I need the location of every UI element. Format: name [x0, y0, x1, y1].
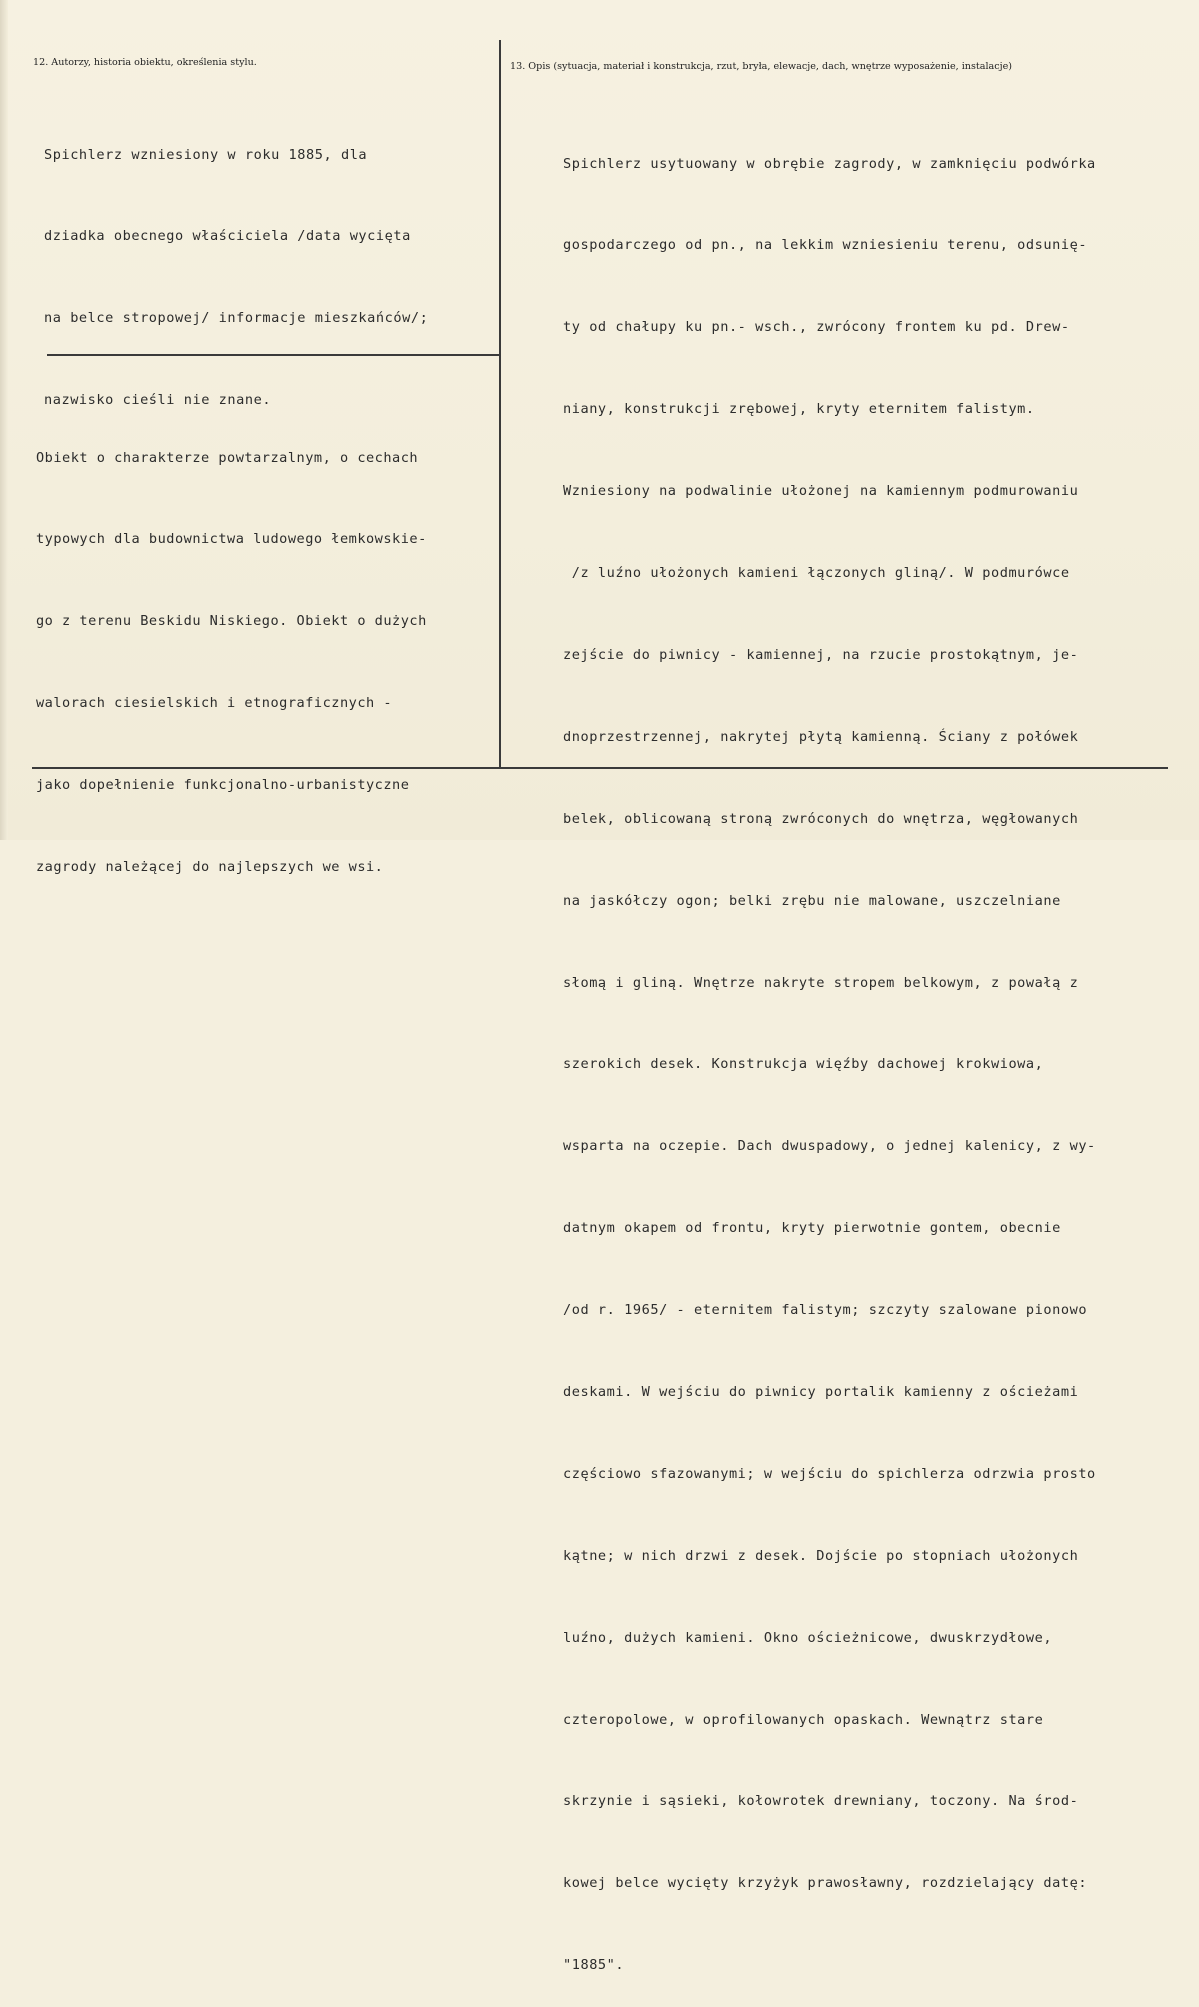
- text-line: kątne; w nich drzwi z desek. Dojście po stopniach ułożonych: [563, 1547, 1079, 1564]
- text-line: luźno, dużych kamieni. Okno ościeżnicowe, dwuskrzydłowe,: [563, 1629, 1053, 1646]
- text-line: nazwisko cieśli nie znane.: [44, 392, 272, 409]
- text-line: wsparta na oczepie. Dach dwuspadowy, o jednej kalenicy, z wy-: [563, 1138, 1096, 1155]
- text-line: dziadka obecnego właściciela /data wycięta: [44, 228, 411, 245]
- text-line: kowej belce wycięty krzyżyk prawosławny, rozdzielający datę:: [563, 1875, 1088, 1892]
- section-12-header: 12. Autorzy, historia obiektu, określenia stylu.: [33, 57, 257, 68]
- authors-history-text: [44, 87, 428, 442]
- text-line: datnym okapem od frontu, kryty pierwotnie gontem, obecnie: [563, 1220, 1061, 1237]
- text-line: na belce stropowej/ informacje mieszkańców/;: [44, 310, 429, 327]
- text-line: Spichlerz wzniesiony w roku 1885, dla: [44, 146, 368, 163]
- text-line: częściowo sfazowanymi; w wejściu do spichlerza odrzwia prosto: [563, 1465, 1096, 1482]
- text-line: "1885".: [563, 1957, 625, 1974]
- section-13-header: 13. Opis (sytuacja, materiał i konstrukcja, rzut, bryła, elewacje, dach, wnętrze wyposażenie, instalacje): [510, 61, 1013, 72]
- text-line: szerokich desek. Konstrukcja więźby dachowej krokwiowa,: [563, 1056, 1044, 1073]
- paper-edge-shadow: [0, 0, 8, 840]
- column-divider: [499, 40, 501, 768]
- text-line: ty od chałupy ku pn.- wsch., zwrócony frontem ku pd. Drew-: [563, 319, 1070, 336]
- text-line: skrzynie i sąsieki, kołowrotek drewniany, toczony. Na środ-: [563, 1793, 1079, 1810]
- description-text: [563, 96, 1096, 2007]
- text-line: /z luźno ułożonych kamieni łączonych gliną/. W podmurówce: [563, 565, 1070, 582]
- text-line: go z terenu Beskidu Niskiego. Obiekt o dużych: [36, 613, 427, 630]
- text-line: zejście do piwnicy - kamiennej, na rzucie prostokątnym, je-: [563, 646, 1079, 663]
- text-line: /od r. 1965/ - eternitem falistym; szczyty szalowane pionowo: [563, 1302, 1088, 1319]
- style-assessment-text: [36, 390, 427, 909]
- text-line: belek, oblicowaną stroną zwróconych do wnętrza, węgłowanych: [563, 810, 1079, 827]
- text-line: typowych dla budownictwa ludowego łemkowskie-: [36, 531, 427, 548]
- text-line: deskami. W wejściu do piwnicy portalik kamienny z ościeżami: [563, 1383, 1079, 1400]
- text-line: zagrody należącej do najlepszych we wsi.: [36, 859, 384, 876]
- text-line: czteropolowe, w oprofilowanych opaskach. Wewnątrz stare: [563, 1711, 1044, 1728]
- text-line: jako dopełnienie funkcjonalno-urbanistyczne: [36, 777, 410, 794]
- text-line: walorach ciesielskich i etnograficznych -: [36, 695, 393, 712]
- text-line: dnoprzestrzennej, nakrytej płytą kamienną. Ściany z połówek: [563, 728, 1079, 745]
- text-line: gospodarczego od pn., na lekkim wzniesieniu terenu, odsunię-: [563, 237, 1088, 254]
- text-line: Obiekt o charakterze powtarzalnym, o cechach: [36, 449, 419, 466]
- text-line: niany, konstrukcji zrębowej, kryty eternitem falistym.: [563, 401, 1035, 418]
- text-line: na jaskółczy ogon; belki zrębu nie malowane, uszczelniane: [563, 892, 1061, 909]
- text-line: Spichlerz usytuowany w obrębie zagrody, w zamknięciu podwórka: [563, 155, 1096, 172]
- text-line: Wzniesiony na podwalinie ułożonej na kamiennym podmurowaniu: [563, 483, 1079, 500]
- text-line: słomą i gliną. Wnętrze nakryte stropem belkowym, z powałą z: [563, 974, 1079, 991]
